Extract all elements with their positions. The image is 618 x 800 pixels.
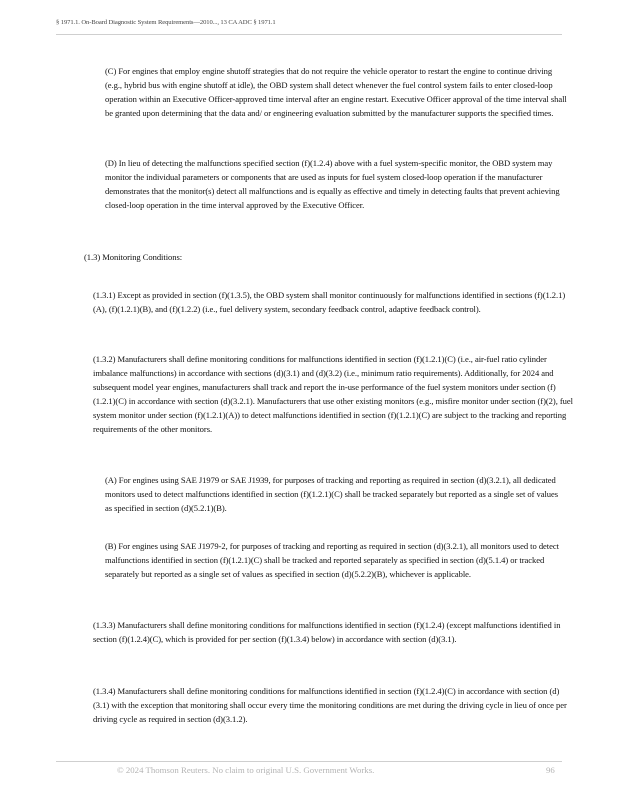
paragraph-1-3-1: (1.3.1) Except as provided in section (f)(1.3.5), the OBD system shall monitor continuously for malfunctions identified in sections (f)(1.2.1)(A), (f)(1.2.1)(B), and (f)(1.2.2) (i.e., fuel delivery system, secondary feedback control, adaptive feedback control). [93, 290, 566, 315]
running-header: § 1971.1. On-Board Diagnostic System Requirements—2010..., 13 CA ADC § 1971.1 [56, 19, 276, 26]
header-divider [56, 34, 562, 35]
paragraph-c: (C) For engines that employ engine shutoff strategies that do not require the vehicle operator to restart the engine to continue driving (e.g., hybrid bus with engine shutoff at idle), the OBD system shall detect whenever the fuel control system fails to enter closed-loop operation within an Executive Officer-approved time interval after an engine restart. Executive Officer approval of the time interval shall be granted upon determining that the data and/ or engineering evaluation submitted by the manufacturer supports the specified times. [105, 66, 567, 119]
footer-divider [56, 761, 562, 762]
section-heading-1-3: (1.3) Monitoring Conditions: [84, 252, 183, 262]
paragraph-1-3-4: (1.3.4) Manufacturers shall define monitoring conditions for malfunctions identified in section (f)(1.2.4)(C) in accordance with section (d)(3.1) with the exception that monitoring shall occur every time the monitoring conditions are met during the driving cycle in lieu of once per driving cycle as required in section (d)(3.1.2). [93, 686, 567, 725]
paragraph-d: (D) In lieu of detecting the malfunctions specified section (f)(1.2.4) above with a fuel system-specific monitor, the OBD system may monitor the individual parameters or components that are used as inputs for fuel system closed-loop operation if the manufacturer demonstrates that the monitor(s) detect all malfunctions and is equally as effective and timely in detecting faults that prevent achieving closed-loop operation in the time interval approved by the Executive Officer. [105, 158, 560, 211]
paragraph-a: (A) For engines using SAE J1979 or SAE J1939, for purposes of tracking and reporting as required in section (d)(3.2.1), all dedicated monitors used to detect malfunctions identified in section (f)(1.2.1)(C) shall be tracked separately but reported as a single set of values as specified in section (d)(5.2.1)(B). [105, 475, 559, 514]
copyright-notice: © 2024 Thomson Reuters. No claim to original U.S. Government Works. [117, 765, 375, 775]
page-number: 96 [546, 765, 555, 775]
paragraph-b: (B) For engines using SAE J1979-2, for purposes of tracking and reporting as required in section (d)(3.2.1), all monitors used to detect malfunctions identified in section (f)(1.2.1)(C) shall be tracked and reported separately as specified in section (d)(5.1.4) or tracked separately but reported as a single set of values as specified in section (d)(5.2.2)(B), whichever is applicable. [105, 541, 559, 580]
paragraph-1-3-3: (1.3.3) Manufacturers shall define monitoring conditions for malfunctions identified in section (f)(1.2.4) (except malfunctions identified in section (f)(1.2.4)(C), which is provided for per section (f)(1.3.4) below) in accordance with section (d)(3.1). [93, 620, 561, 645]
paragraph-1-3-2: (1.3.2) Manufacturers shall define monitoring conditions for malfunctions identified in section (f)(1.2.1)(C) (i.e., air-fuel ratio cylinder imbalance malfunctions) in accordance with sections (d)(3.1) and (d)(3.2) (i.e., minimum ratio requirements). Additionally, for 2024 and subsequent model year engines, manufacturers shall track and report the in-use performance of the fuel system monitors under section (f)(1.2.1)(C) in accordance with section (d)(3.2.1). Manufacturers that use other existing monitors (e.g., misfire monitor under section (f)(2), fuel system monitor under section (f)(1.2.1)(A)) to detect malfunctions identified in section (f)(1.2.1)(C) are subject to the tracking and reporting requirements of the other monitors. [93, 354, 573, 435]
